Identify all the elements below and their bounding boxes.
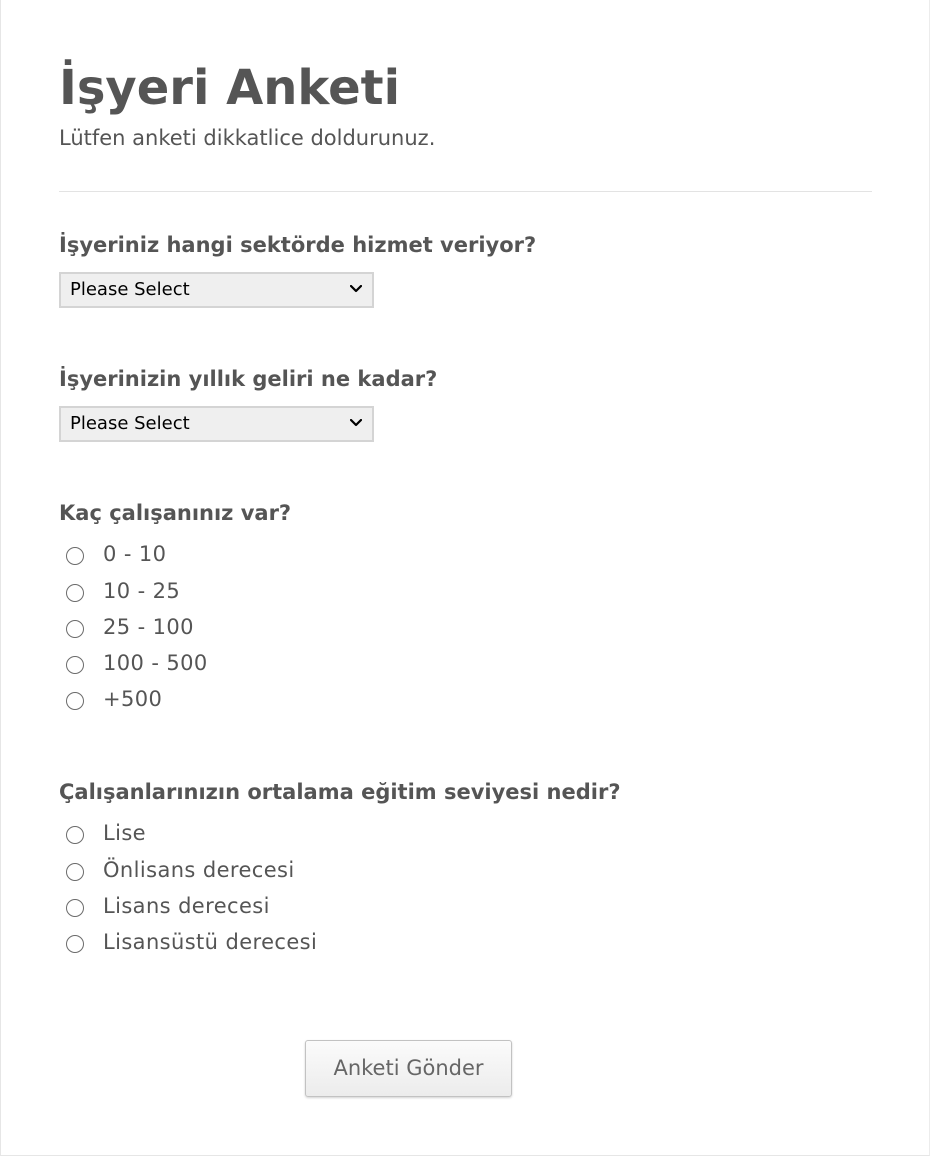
radio-option-label: Önlisans derecesi <box>103 858 295 882</box>
education-option-lise[interactable] <box>66 818 146 848</box>
question-label-sector: İşyeriniz hangi sektörde hizmet veriyor? <box>59 233 537 257</box>
radio-option-label: 25 - 100 <box>103 615 194 639</box>
submit-survey-button[interactable]: Anketi Gönder <box>305 1040 512 1097</box>
education-option-onlisans[interactable] <box>66 855 295 885</box>
chevron-down-icon <box>350 285 362 293</box>
education-option-lisansustu[interactable] <box>66 927 317 957</box>
employees-option-500-plus[interactable] <box>66 684 162 714</box>
employees-option-0-10[interactable] <box>66 539 166 569</box>
radio-option-label: Lisansüstü derecesi <box>103 930 318 954</box>
revenue-select-value: Please Select <box>70 413 190 434</box>
radio-unchecked-icon[interactable] <box>66 935 84 953</box>
chevron-down-icon <box>350 419 362 427</box>
radio-option-label: +500 <box>103 687 163 711</box>
radio-unchecked-icon[interactable] <box>66 899 84 917</box>
question-label-revenue: İşyerinizin yıllık geliri ne kadar? <box>59 367 438 391</box>
header-divider <box>59 191 872 192</box>
radio-option-label: 100 - 500 <box>103 651 208 675</box>
radio-option-label: 10 - 25 <box>103 579 181 603</box>
radio-option-label: Lise <box>103 821 146 845</box>
sector-select[interactable] <box>59 272 374 308</box>
employees-option-10-25[interactable] <box>66 576 180 606</box>
revenue-select[interactable] <box>59 406 374 442</box>
education-option-lisans[interactable] <box>66 891 270 921</box>
sector-select-value: Please Select <box>70 279 190 300</box>
radio-unchecked-icon[interactable] <box>66 547 84 565</box>
radio-option-label: 0 - 10 <box>103 542 167 566</box>
form-subtitle: Lütfen anketi dikkatlice doldurunuz. <box>59 126 436 150</box>
radio-unchecked-icon[interactable] <box>66 692 84 710</box>
employees-option-25-100[interactable] <box>66 612 194 642</box>
question-label-education: Çalışanlarınızın ortalama eğitim seviyesi nedir? <box>59 780 621 804</box>
radio-unchecked-icon[interactable] <box>66 620 84 638</box>
radio-unchecked-icon[interactable] <box>66 656 84 674</box>
form-title: İşyeri Anketi <box>59 60 401 116</box>
employees-option-100-500[interactable] <box>66 648 208 678</box>
question-label-employees: Kaç çalışanınız var? <box>59 501 292 525</box>
radio-unchecked-icon[interactable] <box>66 584 84 602</box>
radio-option-label: Lisans derecesi <box>103 894 270 918</box>
radio-unchecked-icon[interactable] <box>66 826 84 844</box>
radio-unchecked-icon[interactable] <box>66 863 84 881</box>
